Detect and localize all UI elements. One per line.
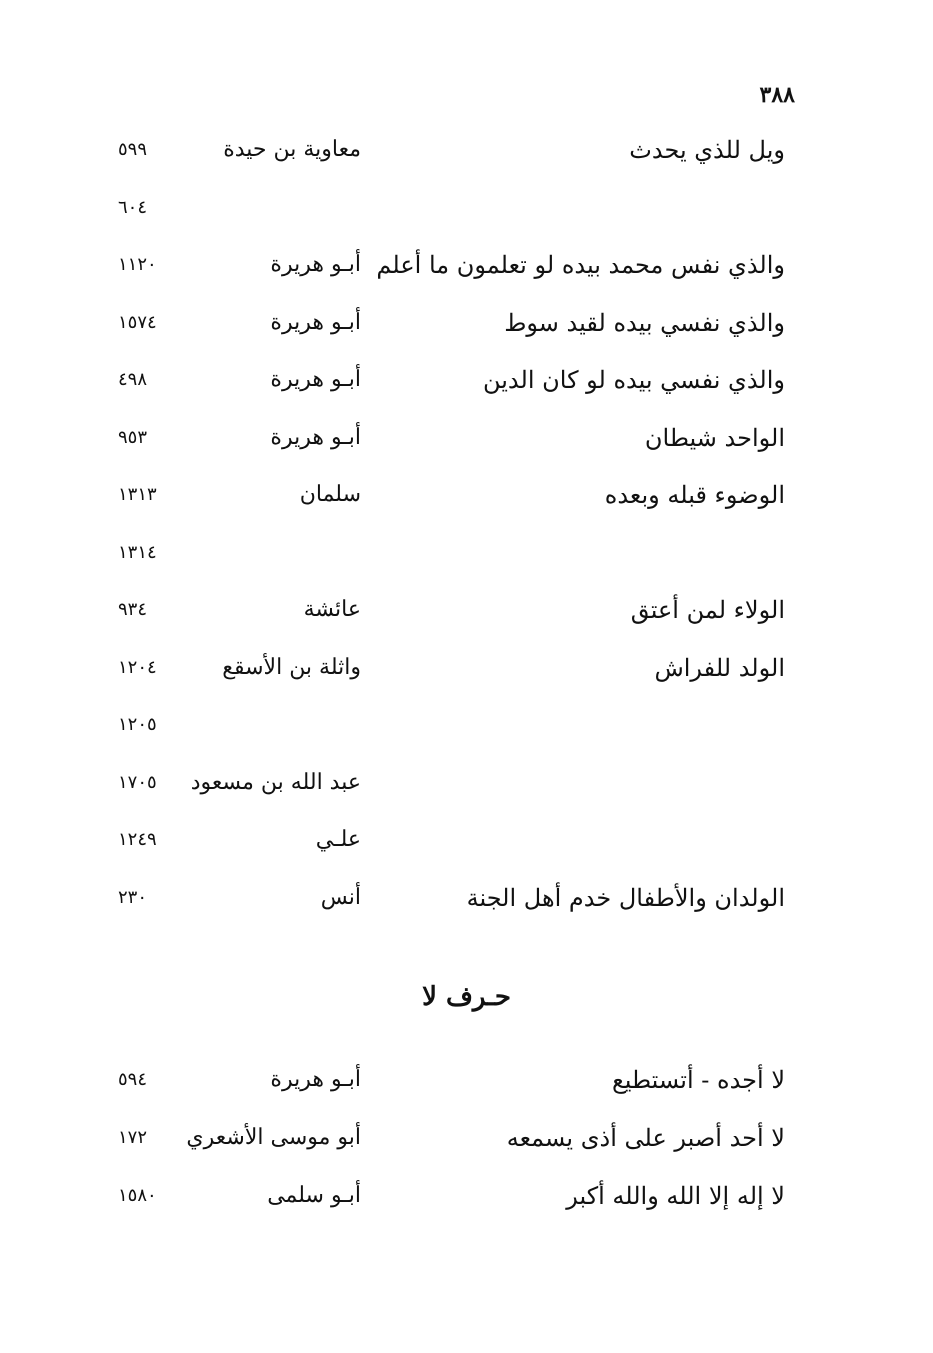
hadith-number: ١١٢٠: [118, 254, 157, 275]
index-entry-row: [0, 475, 933, 515]
index-entry-row: [0, 820, 933, 860]
hadith-number: ٢٣٠: [118, 886, 148, 908]
index-entry-row: [0, 1176, 933, 1216]
hadith-text: والذي نفسي بيده لقيد سوط: [504, 308, 785, 337]
hadith-text: الولدان والأطفال خدم أهل الجنة: [466, 883, 785, 912]
hadith-number: ١٧٢: [118, 1127, 148, 1148]
index-entry-row: [0, 705, 933, 745]
index-entry-row: [0, 763, 933, 803]
hadith-text: الولد للفراش: [654, 653, 785, 682]
narrator-name: علـي: [315, 827, 361, 852]
hadith-number: ٥٩٤: [118, 1069, 148, 1090]
section-heading: حـرف لا: [422, 982, 511, 1012]
index-entry-row: [0, 418, 933, 458]
hadith-number: ٦٠٤: [118, 196, 148, 218]
hadith-number: ١٢٠٥: [118, 714, 157, 735]
index-entry-row: [0, 360, 933, 400]
index-entry-row: [0, 590, 933, 630]
narrator-name: سلمان: [299, 482, 361, 507]
index-entry-row: [0, 303, 933, 343]
hadith-number: ١٧٠٥: [118, 771, 157, 793]
hadith-number: ٤٩٨: [118, 369, 148, 390]
narrator-name: معاوية بن حيدة: [223, 137, 361, 162]
hadith-text: لا أحد أصبر على أذى يسمعه: [506, 1124, 785, 1152]
index-entry-row: [0, 188, 933, 228]
index-entry-row: [0, 878, 933, 918]
hadith-number: ١٥٨٠: [118, 1185, 157, 1206]
index-entry-row: [0, 533, 933, 573]
hadith-text: لا إله إلا الله والله أكبر: [566, 1182, 785, 1210]
narrator-name: أبـو سلمى: [267, 1183, 361, 1208]
hadith-text: الوضوء قبله وبعده: [604, 481, 785, 509]
narrator-name: واثلة بن الأسقع: [222, 654, 361, 680]
hadith-text: الولاء لمن أعتق: [630, 596, 785, 624]
hadith-number: ١٢٠٤: [118, 656, 157, 678]
index-entry-row: [0, 1118, 933, 1158]
hadith-number: ٩٥٣: [118, 426, 148, 448]
narrator-name: أبـو هريرة: [270, 309, 361, 335]
narrator-name: أبـو هريرة: [270, 252, 361, 277]
hadith-text: والذي نفسي بيده لو كان الدين: [482, 366, 785, 394]
hadith-text: والذي نفس محمد بيده لو تعلمون ما أعلم: [376, 251, 785, 279]
narrator-name: أبـو هريرة: [270, 424, 361, 450]
narrator-name: أنس: [320, 884, 361, 910]
hadith-text: لا أجده - أتستطيع: [611, 1066, 785, 1094]
narrator-name: أبو موسى الأشعري: [186, 1125, 361, 1150]
hadith-number: ١٢٤٩: [118, 829, 157, 850]
hadith-number: ١٥٧٤: [118, 311, 157, 333]
hadith-number: ٥٩٩: [118, 139, 148, 160]
index-entry-row: [0, 648, 933, 688]
hadith-number: ١٣١٣: [118, 484, 157, 505]
hadith-number: ٩٣٤: [118, 599, 148, 620]
hadith-text: ويل للذي يحدث: [629, 136, 785, 164]
narrator-name: أبـو هريرة: [270, 367, 361, 392]
narrator-name: عائشة: [303, 597, 361, 622]
hadith-text: الواحد شيطان: [644, 423, 785, 452]
hadith-number: ١٣١٤: [118, 541, 157, 563]
narrator-name: عبد الله بن مسعود: [190, 769, 361, 795]
index-entry-row: [0, 245, 933, 285]
page-number: ٣٨٨: [759, 82, 795, 108]
index-entry-row: [0, 1060, 933, 1100]
index-entry-row: [0, 130, 933, 170]
narrator-name: أبـو هريرة: [270, 1067, 361, 1092]
